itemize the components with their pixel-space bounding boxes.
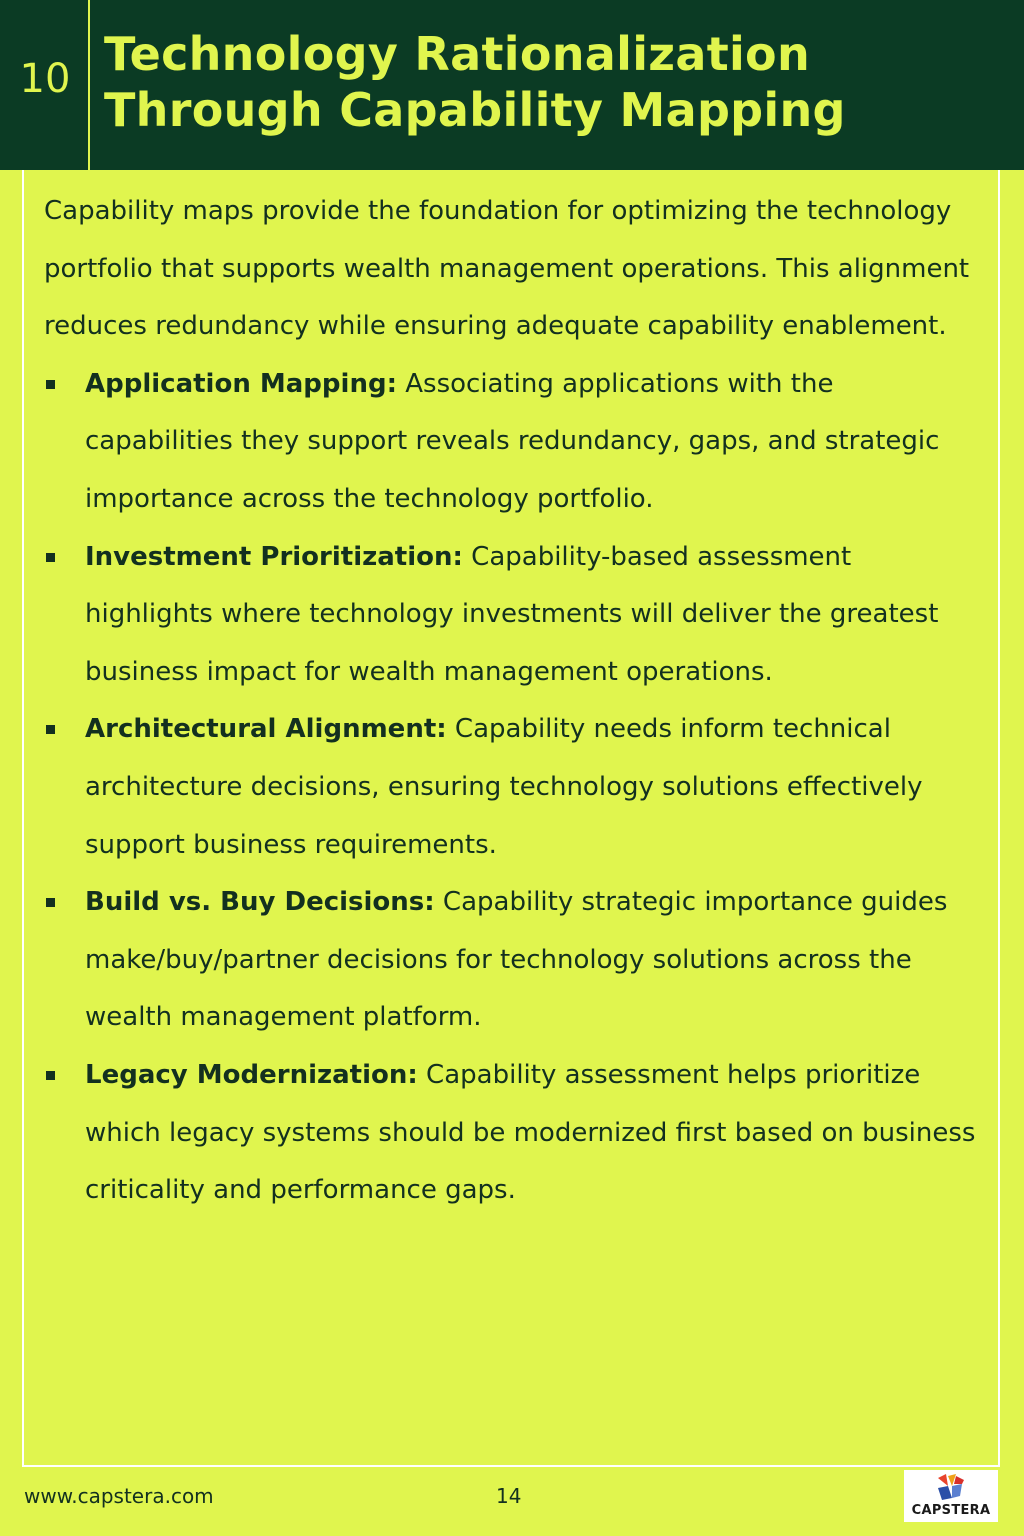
content-body — [44, 183, 979, 1220]
list-item — [44, 701, 979, 874]
bullet-term: Architectural Alignment: — [85, 714, 447, 745]
bullet-term: Application Mapping: — [85, 368, 397, 399]
bullet-term: Build vs. Buy Decisions: — [85, 887, 435, 918]
bullet-term: Investment Prioritization: — [85, 541, 463, 572]
page-number: 14 — [496, 1484, 522, 1508]
section-number: 10 — [19, 56, 71, 102]
list-item — [44, 1047, 979, 1220]
bullet-text: Associating applications with the capabilities they support reveals redundancy, gaps, and strategic importance across the technology portfolio. — [85, 368, 940, 514]
list-item — [44, 529, 979, 702]
intro-paragraph: Capability maps provide the foundation for optimizing the technology portfolio that supports wealth management operations. This alignment reduces redundancy while ensuring adequate capability enablement. — [44, 196, 970, 342]
square-bullet-icon — [46, 725, 55, 734]
capstera-logo — [904, 1470, 998, 1522]
list-item — [44, 874, 979, 1047]
square-bullet-icon — [46, 1071, 55, 1080]
capstera-logo-icon — [934, 1472, 968, 1502]
bullet-text: Capability-based assessment highlights where technology investments will deliver the greatest business impact for wealth management operations. — [85, 541, 939, 687]
square-bullet-icon — [46, 898, 55, 907]
page-header — [0, 0, 1024, 170]
bullet-text: Capability assessment helps prioritize which legacy systems should be modernized first based on business criticality and performance gaps. — [85, 1059, 976, 1206]
logo-text: CAPSTERA — [911, 1503, 991, 1518]
list-item — [44, 356, 979, 529]
page-title: Technology Rationalization Through Capability Mapping — [104, 27, 846, 137]
bullet-list — [44, 356, 979, 1220]
bullet-term: Legacy Modernization: — [85, 1059, 418, 1090]
square-bullet-icon — [46, 380, 55, 389]
square-bullet-icon — [46, 553, 55, 562]
footer-url-link[interactable]: www.capstera.com — [24, 1484, 214, 1508]
header-divider — [88, 0, 90, 170]
bullet-text: Capability needs inform technical architecture decisions, ensuring technology solutions effectively support business requirements. — [85, 714, 923, 860]
bullet-text: Capability strategic importance guides make/buy/partner decisions for technology solutions across the wealth management platform. — [85, 887, 948, 1033]
